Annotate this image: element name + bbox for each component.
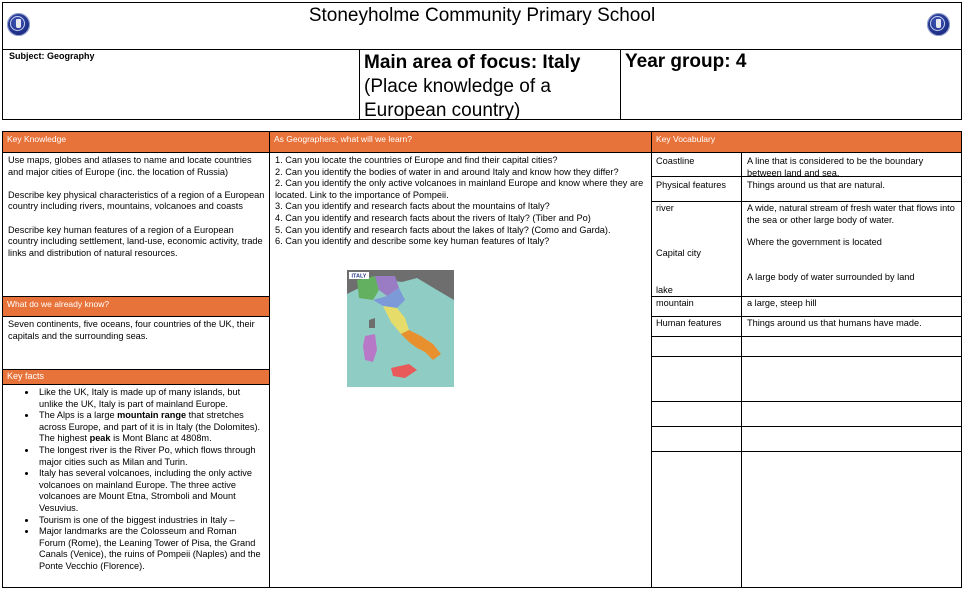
key-fact-item: • Tourism is one of the biggest industries in Italy –	[37, 515, 265, 527]
left-column	[3, 132, 270, 587]
key-fact-item: • Major landmarks are the Colosseum and Roman Forum (Rome), the Leaning Tower of Pisa, the Grand Canals (Venice), the ruins of Pompeii (Naples) and the Ponte Vecchio (Florence).	[37, 526, 265, 572]
key-fact-item: • Italy has several volcanoes, including the only active volcanoes on mainland Europe. The three active volcanoes are Mount Etna, Stromboli and Mount Vesuvius.	[37, 468, 265, 514]
focus-label: Main area of focus: Italy	[364, 52, 581, 73]
learn-question: 5. Can you identify and research facts about the lakes of Italy? (Como and Garda).	[275, 224, 611, 235]
key-fact-bold: peak	[89, 433, 111, 444]
focus-cell	[359, 49, 621, 119]
key-fact-bold: mountain range	[117, 410, 187, 421]
key-fact-item: • Like the UK, Italy is made up of many islands, but unlike the UK, Italy is part of mainland Europe.	[37, 387, 265, 410]
key-knowledge-paragraph: Describe key human features of a region of a European country including settlement, land-use, economic activity, trade links and distribution of natural resources.	[8, 224, 263, 258]
vocab-row-line	[652, 426, 961, 427]
vocab-term: Human features	[656, 318, 722, 328]
vocabulary-column	[652, 132, 961, 587]
vocab-definition: a large, steep hill	[747, 298, 817, 308]
learn-question: 6. Can you identify and describe some key human features of Italy?	[275, 236, 550, 247]
key-fact-item: • The longest river is the River Po, which flows through major cities such as Milan and Turin.	[37, 445, 265, 468]
key-fact-item	[37, 410, 265, 445]
school-header	[2, 2, 962, 50]
vocab-definition: A large body of water surrounded by land	[747, 272, 915, 282]
vocab-term: Capital city	[656, 248, 701, 258]
key-knowledge-paragraph: Use maps, globes and atlases to name and locate countries and major cities of Europe (inc. the location of Russia)	[8, 155, 252, 177]
vocab-definition: Where the government is located	[747, 237, 882, 247]
key-facts-header: Key facts	[3, 369, 269, 385]
knowledge-organiser-table	[2, 131, 962, 588]
learn-question: 1. Can you locate the countries of Europe and find their capital cities?	[275, 155, 558, 165]
learn-question: 2. Can you identify the bodies of water in and around Italy and know how they differ?	[275, 166, 619, 177]
middle-column	[270, 132, 652, 587]
key-knowledge-header: Key Knowledge	[3, 132, 269, 153]
vocab-term: river	[656, 203, 674, 213]
school-crest-icon	[927, 13, 950, 36]
key-knowledge-body	[8, 155, 265, 271]
vocab-row-line	[652, 401, 961, 402]
vocabulary-divider	[741, 153, 742, 587]
vocabulary-header: Key Vocabulary	[652, 132, 961, 153]
year-group: Year group: 4	[625, 51, 747, 72]
school-name: Stoneyholme Community Primary School	[308, 5, 656, 26]
key-knowledge-paragraph: Describe key physical characteristics of a region of a European country including rivers, mountains, volcanoes and coasts	[8, 189, 265, 212]
vocab-row-line	[652, 336, 961, 337]
vocab-row-line	[652, 451, 961, 452]
vocab-row-line	[652, 316, 961, 317]
learn-question: 4. Can you identify and research facts about the rivers of Italy? (Tiber and Po)	[275, 212, 591, 223]
focus-subtitle: (Place knowledge of a European country)	[364, 76, 551, 121]
italy-map-image	[347, 270, 454, 387]
vocab-term: lake	[656, 285, 673, 295]
vocab-definition: A line that is considered to be the boundary between land and sea.	[747, 156, 924, 178]
vocab-term: mountain	[656, 298, 694, 308]
vocab-row-line	[652, 356, 961, 357]
vocab-row-line	[652, 176, 961, 177]
key-fact-text: The Alps is a large	[39, 410, 118, 421]
already-know-text: Seven continents, five oceans, four countries of the UK, their capitals and the surrounding seas.	[8, 319, 255, 341]
vocab-definition: Things around us that humans have made.	[747, 318, 922, 328]
learn-list	[275, 155, 647, 248]
vocab-definition: Things around us that are natural.	[747, 180, 885, 190]
vocab-definition: A wide, natural stream of fresh water that flows into the sea or other large body of water.	[747, 203, 955, 225]
learn-question: 3. Can you identify and research facts about the mountains of Italy?	[275, 201, 550, 212]
overview-row	[2, 49, 962, 120]
map-label: ITALY	[351, 273, 367, 280]
key-facts-body	[3, 387, 265, 573]
already-know-header: What do we already know?	[3, 296, 269, 317]
key-fact-text: is Mont Blanc at 4808m.	[110, 433, 212, 444]
vocab-row-line	[652, 296, 961, 297]
subject-label: Subject: Geography	[9, 51, 95, 61]
learn-header: As Geographers, what will we learn?	[270, 132, 651, 153]
vocab-term: Physical features	[656, 180, 726, 190]
key-fact-text: that stretches across Europe, and part of it is in Italy (the Dolomites). The highest	[39, 410, 261, 444]
vocab-term: Coastline	[656, 156, 695, 166]
learn-question: 2. Can you identify the only active volcanoes in mainland Europe and know where they are located. Link to the importance of Pompeii.	[275, 178, 644, 200]
vocab-row-line	[652, 201, 961, 202]
